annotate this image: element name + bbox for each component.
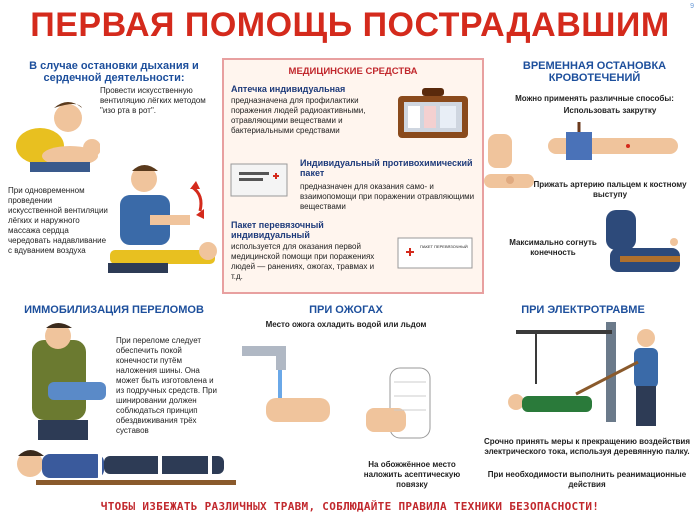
page-number: 9 [690,3,694,10]
dressing-text: используется для оказания первой медицинской помощи при поражениях людей — ранениях, ожогах, травмах и т.д. [231,242,375,281]
cardiac-massage-text: При одновременном проведении искусственной вентиляции лёгких и наружного массажа сердца чередовать надавливание с вдуванием воздуха [8,186,108,255]
electrotrauma-illustration [496,322,696,432]
arm-splint-illustration [8,320,116,442]
dressing-pack-label: ПАКЕТ ПЕРЕВЯЗОЧНЫЙ [420,244,468,249]
kit-text: предназначена для профилактики поражения людей радиоактивными, отравляющими веществами и бактериальными средствами [231,96,366,135]
chem-title: Индивидуальный противохимический пакет [300,158,473,178]
chem-text: предназначен для оказания само- и взаимопомощи при поражении отравляющими веществами [300,182,475,211]
cpr-illustration [100,155,220,280]
fractures-heading: ИММОБИЛИЗАЦИЯ ПЕРЕЛОМОВ [24,304,204,316]
page-title: ПЕРВАЯ ПОМОЩЬ ПОСТРАДАВШИМ [30,6,670,44]
dressing-pack-icon [396,234,476,274]
tourniquet-illustration [478,116,698,176]
footer-warning: ЧТОБЫ ИЗБЕЖАТЬ РАЗЛИЧНЫХ ТРАВМ, СОБЛЮДАЙТЕ ПРАВИЛА ТЕХНИКИ БЕЗОПАСНОСТИ! [100,500,600,513]
cardiac-ventilation-text: Провести искусственную вентиляцию лёгких методом "изо рта в рот". [100,86,206,115]
bent-leg-illustration [600,204,696,284]
medical-heading: МЕДИЦИНСКИЕ СРЕДСТВА [288,66,418,77]
chemical-packet-icon [229,160,291,200]
fractures-text: При переломе следует обеспечить покой конечности путём наложения шины. Она может быть изготовлена и из подручных средств. При шинировании должен соблюдаться принцип обездвиживания трёх суставов [116,336,217,435]
bleeding-intro: Можно применять различные способы: [515,94,674,103]
bleeding-heading: ВРЕМЕННАЯ ОСТАНОВКА КРОВОТЕЧЕНИЙ [522,60,667,84]
burn-dressing-illustration [360,362,446,452]
electro-text2: При необходимости выполнить реанимационные действия [487,470,687,489]
leg-splint-illustration [8,440,278,495]
burns-dress-text: На обожжённое место наложить асептическую повязку [363,460,461,489]
electro-text1: Срочно принять меры к прекращению воздействия электрического тока, используя деревянную палку. [483,437,691,456]
artery-label: Прижать артерию пальцем к костному выступу [533,180,687,199]
burns-cool-text: Место ожога охладить водой или льдом [265,320,427,329]
rescue-breathing-illustration [10,86,100,176]
burns-heading: ПРИ ОЖОГАХ [309,304,383,316]
cooling-water-illustration [236,340,336,435]
first-aid-kit-icon [392,80,480,150]
kit-title: Аптечка индивидуальная [231,84,346,94]
electro-heading: ПРИ ЭЛЕКТРОТРАВМЕ [521,304,645,316]
tourniquet-label: Использовать закрутку [563,106,657,115]
bend-label: Максимально согнуть конечность [509,238,597,257]
dressing-title: Пакет перевязочный индивидуальный [231,220,324,240]
cardiac-heading: В случае остановки дыхания и сердечной деятельности: [29,60,199,84]
